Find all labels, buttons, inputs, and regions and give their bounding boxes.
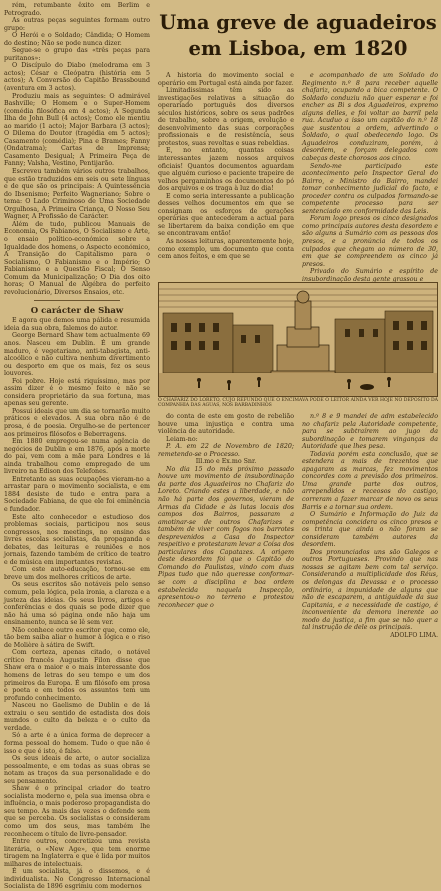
paragraph: Os seus ideais de arte, o autor socializa pessoalmente, e em todas as suas obras se notam as traços da sua personalidade e do seu pensamento. <box>4 755 150 785</box>
paragraph: E, no entanto, quantas coisas interessantes jazem nossos arquivos oficiais! Quantos documentos aguardam que alguém curioso e paciente trapeire de velhos pergaminhos os documentos do pó dos arquivos e os traga à luz do dia! <box>158 147 294 193</box>
paragraph: Privado do Sumário e espírito de insubordinação desta gente grassou e <box>302 268 438 283</box>
paragraph: Shaw é o principal criador do teatro socialista moderno e, pela sua imensa obra e influência, o mais poderoso propagandista do seu tempo. As mais das vezes o defende sem que se perceba. Os socialistas o consideram como um dos seus, mas também lhe reconhecem o título de livre-pensador. <box>4 785 150 838</box>
paragraph: E agora que demos uma pálida e resumida ideia da sua obra, falemos do autor. <box>4 317 150 332</box>
paragraph: e acompanhado de um Soldado do Regimento n.º 8 para receber aquelle chafariz, ocupando a bica competente. O Soldado conduziu não quer esperar e foi encher as Bi s dos Aguadeiros, expremo alguns delles, e foi voltar ao barril pela rua. Acuduo a isso um capitão do n.º 18 que sustentou a ordem, advertindo o Soldado, o qual obedecendo logo. Os Aguadeiros conduziram, porém, à desordem, e forçam delegados com cabeças deste chorosos aos cinco. <box>302 72 438 163</box>
paragraph: P. A. em 22 de Novembro de 1820; remetendo-se o Processo. <box>158 443 294 458</box>
article-column-3 <box>158 413 294 881</box>
paragraph: Sendo-me participado este acontecimento pelo Inspector Geral do Bairro, e Ministro do Bairro, mandei tomar conhecimento judicial do facto, e proceder contra os culpados formando-se competente processo para ser sentenciado em conformidade das Leis. <box>302 162 438 215</box>
left-top-text <box>4 2 150 296</box>
section-divider <box>34 300 120 301</box>
paragraph: Possui ideais que um dia se tornarão muito práticos e elevados. A sua obra não é de prosa, é de poesia. Orgulho-se de pertencer aos primeiros filósofos e Beberragens. <box>4 407 150 438</box>
paragraph: Os seus escritos são notáveis pelo senso comum, pela lógica, pela ironia, a clareza e a justeza das ideias. Os seus livros, artigos e conferências e dos quais se pode dizer que não há uma só página onde não haja um ensinamento, nunca se lê sem ver. <box>4 581 150 627</box>
title-line: em Lisboa, em 1820 <box>188 37 408 60</box>
paragraph: Entretanto as suas ocupações vieram-no a arrastar para o movimento socialista, e em 1884 desiste de tudo e entra para a Sociedade Fabiana, de que ele foi eminência e fundador. <box>4 475 150 513</box>
paragraph: O Sumário e Informação do Juiz da competência concidera os cinco presos e os trinta que ainda o não foram se consideram também autores da desordem. <box>302 511 438 549</box>
paragraph: Limitadissimas têm sido as investigações relativas a situação do operariado português dos diversos séculos históricos, sobre os seus padrões de trabalho, sobre a origem, evolução e desenvolvimento das suas corporações profissionais e de resistência, seus protestos, suas revoltas e suas rebeldias. <box>158 87 294 147</box>
paragraph: Segue-se o grupo das «três peças para puritanos»: <box>4 47 150 62</box>
article-column-4 <box>302 413 438 881</box>
fountain-illustration <box>158 282 438 397</box>
author-signature: ADOLFO LIMA. <box>390 631 438 639</box>
paragraph: No dia 15 do mês próximo passado houve um movimento de insubordinação da parte dos Aguadeiros no Chafariz do Loreto. Criando estes a liberdade, e não não há parte dos governos, vieram de Armas da Cidade e às lutas locais dos campos dos Bairros, passaram a amotinar-se de outros Chafarizes e também de viver com fogos nos barrotes desprevenidos a Casa do Inspector respeitivo e protestaram levar a Coisa dos particulares dos Capatazes. A origem deste desordem foi que o Capitão do Comando do Paulistas, vindo com duas Pipas tudo que não queresse conformar-se com a disciplina e boa ordem estabelecida naquela Inspecção, apresentou-o no terreno e protestou reconhecer que o <box>158 465 294 609</box>
paragraph: O Discípulo do Diabo (melodrama em 3 actos); César e Cleópatra (história em 5 actos); A Conversão do Capitão Brassbound (aventura em 3 actos). <box>4 62 150 93</box>
paragraph: Nasceu no Gaelismo de Dublin e de lá extraiu o seu sentido de estadista dos dois mundos o culto da beleza e o culto da verdade. <box>4 702 150 732</box>
illustration-caption: O CHAFARIZ DO LORETO, CUJO REFUNDO QUE O ENCIMAVA PODE O LEITOR AINDA VER HOJE NO DEPOSITO DA COMPANHIA DAS AGUAS, NOS BARBADINHOS <box>158 398 438 409</box>
paragraph: É um socialista, já o dissemos, e é individualista. No Congresso Internacional Socialista de 1896 esgrimiu com modernos <box>4 868 150 891</box>
article-title <box>158 10 438 62</box>
paragraph: Dos pronunciados uns são Galegos e outros Portugueses. Provindo que nas nossas se agitam bem com tal serviço. Considerando a multiplicidade dos Réus, os delongas da Devassa e o processo ordinário, a impunidade de alguns que não de escaparem, a antiguidade da sua Capitania, e a necessidade de castigo, é inconveniente da demora inerente ao modo da justiça, a fim que se não quer a tal instrução de dele os principais. <box>302 548 438 632</box>
article-column-2 <box>302 72 438 283</box>
paragraph: As outras peças seguintes formam outro grupo: <box>4 17 150 32</box>
paragraph: O Herói e o Soldado; Cândida; O Homem do destino; Não se pode nunca dizer. <box>4 32 150 47</box>
paragraph: Leiam-no: <box>166 435 198 443</box>
paragraph: Com certeza, apenas citado, o notável crítico francês Augustin Filon disse que Shaw era o maior e o mais interessante dos homens de letras do seu tempo e um dos primeiros da Europa. É um filósofo em prosa e poeta e em todos os assuntos tem um profundo conhecimento. <box>4 649 150 702</box>
paragraph: Produziu mais as seguintes: O admirável Bashville; O Homem e o Super-Homem (comédia filosófica em 4 actos); A Segunda Ilha de John Bull (4 actos); Como ele mentiu ao marido (1 acto); Major Barbara (3 actos); O Dilema do Doutor (tragédia em 5 actos); Casamento (comédia); Pina e Brames; Fanny (Ondatrama); Cartas de Imprensa; Casamento Desigual; A Primeira Peça de Fanny; Valsha, Vestino, Pentijarão. <box>4 92 150 168</box>
engraving-image <box>159 283 437 396</box>
left-body-text <box>4 317 150 891</box>
paragraph: Só a arte é a única forma de deprecer a forma pessoal do homem. Tudo o que não é isso e que é isto, é falso. <box>4 732 150 755</box>
paragraph: Em 1880 empregou-se numa agência de negócios de Dublin e em 1876, após a morte do pai, vem com a mãe para Londres e lá ainda trabalhou como empregado de um livreiro na Edison dos Telefones. <box>4 438 150 476</box>
paragraph: Foi pobre. Hoje está riquíssimo, mas por assim dizer é o mesmo feito e não se considera proprietário da sua fortuna, mas apenas seu gerente. <box>4 377 150 408</box>
paragraph: do conta de este em gosto de rebelião houve uma injustiça e contra uma violência de autoridade. <box>158 413 294 436</box>
paragraph: Escreveu também vários outros trabalhos, que estão traduzidos em seis ou sete línguas e de que são os principais: A Quintessência do Ibsenismo; Perfeito Wagneriano; Sobre o tema: O Lado Criminoso de Uma Sociedade Orgulhosa, A Primeira Criança, O Nosso Seu Wagner, A Profissão de Carácter. <box>4 168 150 221</box>
paragraph: Além de tudo, publicou Manuais de Economia, Os Fabianos, O Socialismo e Arte, o ensaio político-económico sobre a Igualdade dos homens, o Aspecto económico, A Transição do Capitalismo para o Socialismo, O Fabianismo e o Império; O Fabianismo e a Questão Fiscal; O Senso Comum da Municipalização; O Dia dos oito horas; O Manual de Algébra do perfeito revolucionário, Diversos Ensaios, etc. <box>4 220 150 296</box>
paragraph: Entre outros, concretizou uma revista literária, o «New Age», que tem enorme tiragem na Inglaterra e que é lida por muitos milhares de intelectuais. <box>4 838 150 868</box>
paragraph: George Bernard Shaw tem actualmente 69 anos. Nasceu em Dublin. É um grande maduro, é vegetariano, anti-tabagista, anti-alcoólico e não cultiva nenhum divertimento ou desporto em que os mais, fez os seus louvores. <box>4 332 150 378</box>
paragraph: Não conhece outro escritor que, como ele, tão bem saiba aliar o humor à lógica e o riso de Molière à sátira de Swift. <box>4 626 150 649</box>
paragraph: Todavia porém esta conclusão, que se estendera a mais de trezentos que apagaram as marcas, fez movimentos concordes com a previsão dos primeiros. Uma grande parte dos outros, arrependidos e receosos do castigo, correram a fazer marcar de novo os seus Barris e a tornar sua ordem. <box>302 450 438 511</box>
article-column-1 <box>158 72 294 280</box>
title-line: Uma greve de aguadeiros <box>159 11 437 34</box>
paragraph: As nossas leituras, aparentemente hoje, como exemplo, um documento que conta cem anos feitos, e em que se <box>158 238 294 261</box>
paragraph: Foram logo presos os cinco designados como principais autores desta desordem e são alguns a Sumário com as pessoas dos presos, e a pronúncia de todos os culpados que chegam ao número de 30, em que se compreendem os cinco já presos. <box>302 215 438 268</box>
paragraph: rém, retumbante êxito em Berlim e Petrogrado. <box>4 2 150 17</box>
paragraph: E como seria interessante a publicação desses velhos documentos em que se consignam os esforços de gerações operárias que antecederam a actual para se libertarem da baixa condição em que se encontravam então! <box>158 192 294 238</box>
paragraph: Este alto conhecedor e estudioso dos problemas sociais, participou nos seus congressos, nos meetings, no ensino das livres escolas socialistas, da propaganda e debates, das leituras e reuniões e nos jornais, fazendo também de crítico de teatro e de música em importantes revistas. <box>4 513 150 566</box>
left-column <box>4 2 150 891</box>
section-heading: O carácter de Shaw <box>30 306 124 317</box>
paragraph: n.º 8 e 9 mandei de adm estabelecido no chafariz pela Autoridade competente, para se subtraírem ao jugo da subordinação e tomarem vinganças da Autoridade que lhes pesa. <box>302 413 438 451</box>
paragraph: Com este auto-educação, tornou-se em breve um dos melhores críticos de arte. <box>4 566 150 581</box>
paragraph: A historia do movimento social e operário em Portugal está ainda por fazer. <box>158 72 294 87</box>
paragraph: Ill.mo e Ex.mo Snr. <box>195 458 257 466</box>
